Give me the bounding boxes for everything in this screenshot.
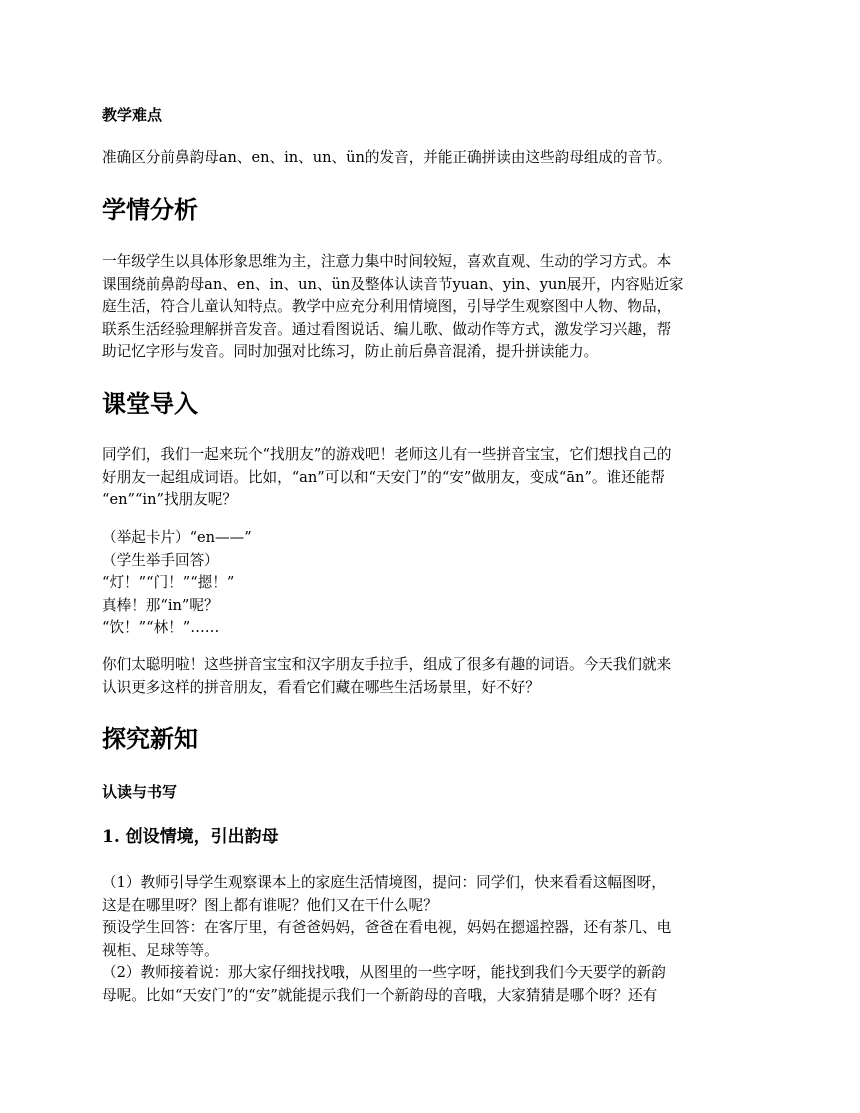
step-title: 1. 创设情境，引出韵母 [102,827,279,847]
paragraph-line: 预设学生回答：在客厅里，有爸爸妈妈，爸爸在看电视，妈妈在摁遥控器，还有茶几、电 [102,919,672,936]
paragraph-line: 同学们，我们一起来玩个“找朋友”的游戏吧！老师这儿有一些拼音宝宝，它们想找自己的 [102,446,672,463]
intro-paragraph-1 [102,444,762,512]
explore-paragraph [102,872,762,1007]
paragraph-line: 视柜、足球等等。 [102,941,219,959]
subheading-read-write: 认读与书写 [102,783,178,801]
dialogue-line: 真棒！那“in”呢？ [102,596,219,614]
paragraph-line: 联系生活经验理解拼音发音。通过看图说话、编儿歌、做动作等方式，激发学习兴趣，帮 [102,320,672,338]
difficulty-paragraph [102,147,762,170]
paragraph-line: 一年级学生以具体形象思维为主，注意力集中时间较短，喜欢直观、生动的学习方式。本 [102,253,672,270]
intro-dialogue [102,527,762,640]
analysis-paragraph [102,251,762,364]
dialogue-line: “饮！”“林！”…… [102,619,220,636]
paragraph-line: 助记忆字形与发音。同时加强对比练习，防止前后鼻音混淆，提升拼读能力。 [102,343,599,360]
heading-teaching-difficulty: 教学难点 [102,106,163,124]
paragraph-line: “en”“in”找朋友呢？ [102,491,237,508]
dialogue-line: “灯！”“门！”“摁！” [102,574,235,591]
paragraph-line: （2）教师接着说：那大家仔细找找哦，从图里的一些字呀，能找到我们今天要学的新韵 [102,964,666,981]
paragraph-line: 认识更多这样的拼音朋友，看看它们藏在哪些生活场景里，好不好？ [102,678,540,696]
dialogue-line: （学生举手回答） [102,551,219,569]
paragraph-line: 这是在哪里呀？图上都有谁呢？他们又在干什么呢？ [102,896,438,914]
paragraph-line: 母呢。比如“天安门”的“安”就能提示我们一个新韵母的音哦，大家猜猜是哪个呀？还有 [102,986,658,1004]
paragraph-line: （1）教师引导学生观察课本上的家庭生活情境图，提问：同学们，快来看看这幅图呀， [102,874,666,891]
heading-explore-new: 探究新知 [102,724,198,753]
paragraph-line: 好朋友一起组成词语。比如，“an”可以和“天安门”的“安”做朋友，变成“ān”。谁还能帮 [102,468,665,486]
intro-paragraph-3 [102,654,762,699]
paragraph-line: 庭生活，符合儿童认知特点。教学中应充分利用情境图，引导学生观察图中人物、物品， [102,298,672,315]
paragraph-line: 准确区分前鼻韵母an、en、in、un、ün的发音，并能正确拼读由这些韵母组成的音节。 [102,149,672,166]
paragraph-line: 课围绕前鼻韵母an、en、in、un、ün及整体认读音节yuan、yin、yun展开，内容贴近家 [102,275,684,293]
dialogue-line: （举起卡片）“en——” [102,529,252,546]
heading-class-intro: 课堂导入 [102,389,198,418]
heading-learner-analysis: 学情分析 [102,195,198,224]
paragraph-line: 你们太聪明啦！这些拼音宝宝和汉字朋友手拉手，组成了很多有趣的词语。今天我们就来 [102,656,672,673]
